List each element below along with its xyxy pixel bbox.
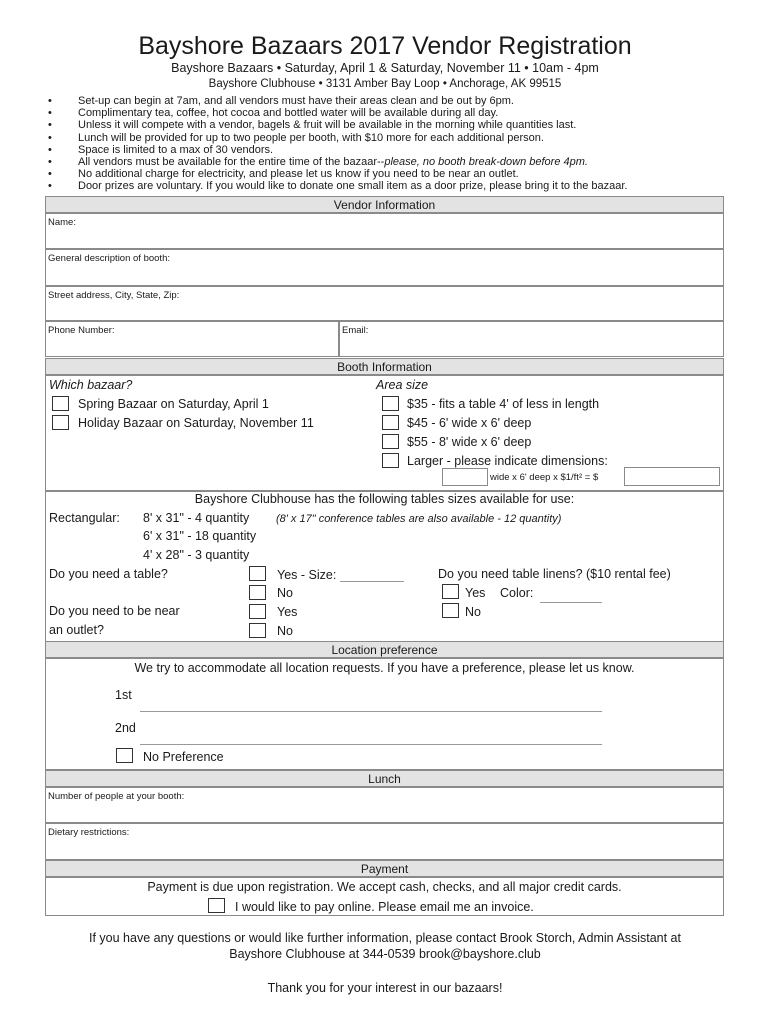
lunch-section-header: Lunch	[45, 770, 724, 787]
contact-line-1: If you have any questions or would like further information, please contact Brook Storch, Admin Assistant at	[89, 931, 681, 945]
outlet-yes-checkbox[interactable]	[249, 604, 266, 619]
email-label: Email:	[342, 325, 369, 336]
booth-section-header: Booth Information	[45, 358, 724, 375]
payment-terms: Payment is due upon registration. We accept cash, checks, and all major credit cards.	[147, 880, 622, 894]
email-field[interactable]	[339, 321, 724, 357]
event-subtitle: Bayshore Bazaars • Saturday, April 1 & Saturday, November 11 • 10am - 4pm	[171, 61, 599, 75]
linen-color-input[interactable]	[540, 601, 602, 603]
linens-no-label: No	[465, 605, 481, 619]
size-55-checkbox[interactable]	[382, 434, 399, 449]
conference-table-note: (8' x 17" conference tables are also available - 12 quantity)	[276, 513, 562, 525]
outlet-no-label: No	[277, 624, 293, 638]
table-yes-size-label: Yes - Size:	[277, 568, 337, 582]
lunch-people-label: Number of people at your booth:	[48, 791, 185, 802]
tables-intro: Bayshore Clubhouse has the following tables sizes available for use:	[194, 492, 575, 506]
rule-item: • Complimentary tea, coffee, hot cocoa and bottled water will be available during all day.	[48, 107, 728, 119]
need-outlet-label: Do you need to be near	[49, 604, 180, 618]
event-address: Bayshore Clubhouse • 3131 Amber Bay Loop • Anchorage, AK 99515	[208, 78, 562, 90]
dietary-label: Dietary restrictions:	[48, 827, 130, 838]
address-label: Street address, City, State, Zip:	[48, 290, 180, 301]
spring-bazaar-label: Spring Bazaar on Saturday, April 1	[78, 397, 269, 411]
outlet-no-checkbox[interactable]	[249, 623, 266, 638]
page-title: Bayshore Bazaars 2017 Vendor Registration	[138, 32, 632, 60]
size-35-label: $35 - fits a table 4' of less in length	[407, 397, 600, 411]
thank-you-note: Thank you for your interest in our bazaars!	[267, 981, 503, 995]
booth-description-field[interactable]	[45, 249, 724, 286]
second-choice-label: 2nd	[115, 721, 136, 735]
size-larger-checkbox[interactable]	[382, 453, 399, 468]
rectangular-label: Rectangular:	[49, 511, 120, 525]
first-choice-label: 1st	[115, 688, 132, 702]
need-outlet-label-2: an outlet?	[49, 623, 104, 637]
holiday-bazaar-label: Holiday Bazaar on Saturday, November 11	[78, 416, 314, 430]
rule-item: • Set-up can begin at 7am, and all vendors must have their areas clean and be out by 6pm.	[48, 95, 728, 107]
which-bazaar-label: Which bazaar?	[49, 378, 133, 392]
name-label: Name:	[48, 217, 76, 228]
size-larger-label: Larger - please indicate dimensions:	[407, 454, 608, 468]
outlet-yes-label: Yes	[277, 605, 298, 619]
pay-online-label: I would like to pay online. Please email me an invoice.	[235, 900, 534, 914]
location-section-header: Location preference	[45, 641, 724, 658]
spring-bazaar-checkbox[interactable]	[52, 396, 69, 411]
rule-item: • Unless it will compete with a vendor, bagels & fruit will be available in the morning while quantities last.	[48, 119, 728, 131]
payment-section-header: Payment	[45, 860, 724, 877]
rule-item: • Lunch will be provided for up to two people per booth, with $10 more for each additional person.	[48, 132, 728, 144]
table-no-checkbox[interactable]	[249, 585, 266, 600]
lunch-people-field[interactable]	[45, 787, 724, 823]
rule-item: • No additional charge for electricity, and please let us know if you need to be near an outlet.	[48, 168, 728, 180]
booth-description-label: General description of booth:	[48, 253, 170, 264]
linens-no-checkbox[interactable]	[442, 603, 459, 618]
no-preference-checkbox[interactable]	[116, 748, 133, 763]
table-yes-checkbox[interactable]	[249, 566, 266, 581]
second-choice-input[interactable]	[140, 743, 602, 745]
table-6ft: 6' x 31" - 18 quantity	[143, 529, 257, 543]
location-intro: We try to accommodate all location requests. If you have a preference, please let us know.	[134, 661, 635, 675]
booth-area-box	[45, 375, 724, 491]
size-35-checkbox[interactable]	[382, 396, 399, 411]
rule-item: • Door prizes are voluntary. If you would like to donate one small item as a door prize, please bring it to the bazaar.	[48, 180, 728, 192]
rule-emphasis: please, no booth break-down before 4pm.	[384, 156, 588, 169]
need-table-label: Do you need a table?	[49, 567, 168, 581]
holiday-bazaar-checkbox[interactable]	[52, 415, 69, 430]
rule-item: • Space is limited to a max of 30 vendors.	[48, 144, 728, 156]
linens-question: Do you need table linens? ($10 rental fee)	[438, 567, 671, 581]
first-choice-input[interactable]	[140, 710, 602, 712]
width-input[interactable]	[442, 468, 488, 486]
linens-yes-checkbox[interactable]	[442, 584, 459, 599]
address-field[interactable]	[45, 286, 724, 321]
dimensions-formula: wide x 6' deep x $1/ft² = $	[490, 472, 599, 483]
vendor-section-header: Vendor Information	[45, 196, 724, 213]
rule-item	[48, 156, 728, 168]
table-4ft: 4' x 28" - 3 quantity	[143, 548, 250, 562]
no-preference-label: No Preference	[143, 750, 224, 764]
phone-field[interactable]	[45, 321, 339, 357]
rules-list	[48, 95, 728, 193]
table-no-label: No	[277, 586, 293, 600]
phone-label: Phone Number:	[48, 325, 115, 336]
table-8ft: 8' x 31" - 4 quantity	[143, 511, 250, 525]
name-field[interactable]	[45, 213, 724, 249]
size-45-checkbox[interactable]	[382, 415, 399, 430]
linens-yes-label: Yes	[465, 586, 486, 600]
size-45-label: $45 - 6' wide x 6' deep	[407, 416, 532, 430]
dietary-field[interactable]	[45, 823, 724, 860]
area-size-label: Area size	[376, 378, 429, 392]
rule-text: All vendors must be available for the entire time of the bazaar--	[78, 156, 385, 169]
table-size-input[interactable]	[340, 580, 404, 582]
linen-color-label: Color:	[500, 586, 534, 600]
size-55-label: $55 - 8' wide x 6' deep	[407, 435, 532, 449]
total-input[interactable]	[624, 467, 720, 486]
pay-online-checkbox[interactable]	[208, 898, 225, 913]
contact-line-2: Bayshore Clubhouse at 344-0539 brook@bayshore.club	[229, 947, 541, 961]
